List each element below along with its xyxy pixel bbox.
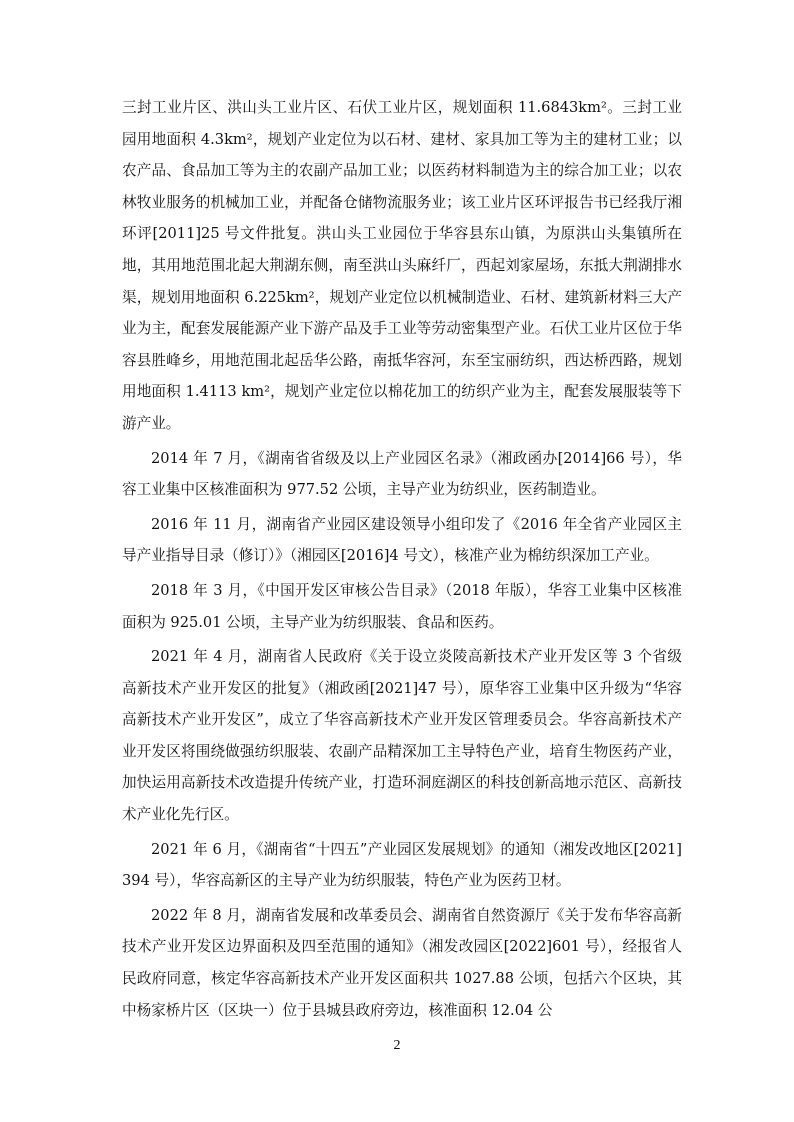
page-number: 2 [393,1038,401,1053]
paragraph-2022: 2022 年 8 月，湖南省发展和改革委员会、湖南省自然资源厅《关于发布华容高新技术产业开发区边界面积及四至范围的通知》（湘发改园区[2022]601 号），经报省人民政府同意，核定华容高新技术产业开发区面积共 1027.88 公顷，包括六个区块，其中杨家桥片区（区块一）位于县城县政府旁边，核准面积 12.04 公 [122,906,682,1019]
paragraph-2016: 2016 年 11 月，湖南省产业园区建设领导小组印发了《2016 年全省产业园区主导产业指导目录（修订）》（湘园区[2016]4 号文），核准产业为棉纺织深加工产业。 [122,515,682,565]
body-text [122,92,682,1026]
paragraph-2021-june: 2021 年 6 月，《湖南省“十四五”产业园区发展规划》的通知（湘发改地区[2021]394 号），华容高新区的主导产业为纺织服装，特色产业为医药卫材。 [122,840,682,890]
paragraph-2021-april: 2021 年 4 月，湖南省人民政府《关于设立炎陵高新技术产业开发区等 3 个省级高新技术产业开发区的批复》（湘政函[2021]47 号），原华容工业集中区升级为“华容高新技术产业开发区”，成立了华容高新技术产业开发区管理委员会。华容高新技术产业开发区将围绕做强纺织服装、农副产品精深加工主导特色产业，培育生物医药产业，加快运用高新技术改造提升传统产业，打造环洞庭湖区的科技创新高地示范区、高新技术产业化先行区。 [122,648,682,824]
paragraph-2018: 2018 年 3 月，《中国开发区审核公告目录》（2018 年版），华容工业集中区核准面积为 925.01 公顷，主导产业为纺织服装、食品和医药。 [122,581,682,631]
paragraph-industrial-zones: 三封工业片区、洪山头工业片区、石伏工业片区，规划面积 11.6843km²。三封工业园用地面积 4.3km²，规划产业定位为以石材、建材、家具加工等为主的建材工业；以农产品、食品加工等为主的农副产品加工业；以医药材料制造为主的综合加工业；以农林牧业服务的机械加工业，并配备仓储物流服务业；该工业片区环评报告书已经我厅湘环评[2011]25 号文件批复。洪山头工业园位于华容县东山镇，为原洪山头集镇所在地，其用地范围北起大荆湖东侧，南至洪山头麻纤厂，西起刘家屋场，东抵大荆湖排水渠，规划用地面积 6.225km²，规划产业定位以机械制造业、石材、建筑新材料三大产业为主，配套发展能源产业下游产品及手工业等劳动密集型产业。石伏工业片区位于华容县胜峰乡，用地范围北起岳华公路，南抵华容河，东至宝丽纺织，西达桥西路，规划用地面积 1.4113 km²，规划产业定位以棉花加工的纺织产业为主，配套发展服装等下游产业。 [122,99,682,432]
paragraph-2014: 2014 年 7 月，《湖南省省级及以上产业园区名录》（湘政函办[2014]66 号），华容工业集中区核准面积为 977.52 公顷，主导产业为纺织业，医药制造业。 [122,449,682,499]
